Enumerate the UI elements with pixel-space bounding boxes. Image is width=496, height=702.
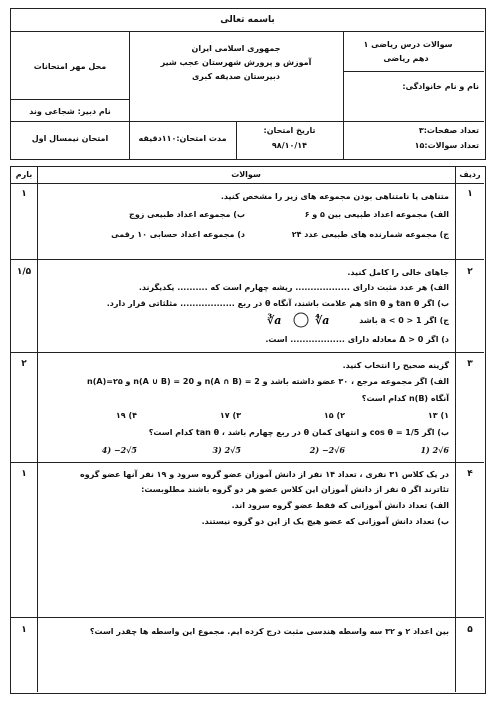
question-number: ۴ [467,469,473,479]
question-part: آنگاه n(B) کدام است؟ [361,394,449,403]
question-part: الف) اگر مجموعه مرجع ، ۳۰ عضو داشته باشد و n(A ∩ B) = 2 و n(A ∪ B) = 20 و n(A)=۲۵ [87,377,449,386]
question-number: ۱ [467,189,473,199]
question-part: ب) اگر cos θ = 1/5 و انتهای کمان θ در ربع چهارم باشد ، tan θ کدام است؟ [148,428,449,437]
root-comparison-figure [261,311,341,329]
svg-text:∛a: ∛a [267,314,282,327]
question-number: ۳ [467,359,473,369]
option: ۴) ۱۹ [115,411,137,420]
course-grade: دهم ریاضی [383,54,429,63]
question-part: ب) اگر tan θ و sin θ هم علامت باشند، آنگاه θ در ربع .................. مثلثاتی قرار دارد. [106,299,449,308]
option: 2) −2√6 [309,445,345,455]
question-part: ب) تعداد دانش آموزانی که عضو هیچ یک از این دو گروه نیستند. [201,517,449,526]
question-count: تعداد سوالات:۱۵ [414,141,479,150]
question-text: متناهی یا نامتناهی بودن مجموعه های زیر را مشخص کنید. [220,192,449,201]
question-part: د) اگر Δ > 0 معادله دارای .................. است. [265,335,449,344]
questions-table [10,166,486,694]
exam-type: امتحان نیمسال اول [31,134,109,143]
teacher-name: نام دبیر: شجاعی وند [29,107,111,116]
question-part: ج) اگر 1 < a < 0 باشد [359,316,449,325]
exam-date-value: ۹۸/۱۰/۱۴ [271,141,308,150]
question-part: الف) تعداد دانش آموزانی که فقط عضو گروه سرود اند. [231,501,449,510]
option: ۳) ۱۷ [219,411,241,420]
option: ۱) ۱۳ [427,411,449,420]
question-score: ۲ [21,359,27,369]
page-count: تعداد صفحات:۳ [418,126,479,135]
question-text: تئاترند اگر ۵ نفر از دانش آموزان این کلاس عضو هر دو گروه باشند مطلوبست: [141,485,449,494]
bismillah: باسمه تعالی [220,15,275,25]
question-score: ۱ [21,625,27,635]
question-part: ب) مجموعه اعداد طبیعی زوج [129,210,245,219]
question-number: ۵ [467,625,473,635]
question-text: گزینه صحیح را انتخاب کنید. [342,361,449,370]
question-score: ۱ [21,469,27,479]
stamp-label: محل مهر امتحانات [33,62,107,71]
root-compare [261,311,341,329]
question-text: در یک کلاس ۳۱ نفری ، تعداد ۱۴ نفر از دانش آموزان عضو گروه سرود و ۱۹ نفر آنها عضو گروه [80,470,449,479]
student-name-label: نام و نام خانوادگی: [402,82,479,91]
school-line-3: دبیرستان صدیقه کبری [191,72,281,81]
option: 4) −2√5 [101,445,137,455]
svg-text:∜a: ∜a [315,314,330,327]
course-title: سوالات درس ریاضی ۱ [363,40,453,49]
exam-duration: مدت امتحان:۱۱۰دقیقه [138,134,227,143]
col-score-header: بارم [15,170,33,179]
question-text: جاهای خالی را کامل کنید. [347,268,449,277]
question-score: ۱ [21,189,27,199]
school-line-1: جمهوری اسلامی ایران [191,44,281,53]
col-row-header: ردیف [459,170,481,179]
question-part: الف) مجموعه اعداد طبیعی بین ۵ و ۶ [304,210,449,219]
exam-header [10,8,486,160]
exam-date-label: تاریخ امتحان: [263,126,316,135]
exam-page [10,8,486,694]
question-part: الف) هر عدد مثبت دارای .................. ریشه چهارم است که .......... یکدیگرند. [138,283,449,292]
question-part: د) مجموعه اعداد حسابی ۱۰ رقمی [111,230,245,239]
question-score: ۱/۵ [16,267,32,277]
option: 1) 2√6 [420,445,449,455]
option: ۲) ۱۵ [323,411,345,420]
school-line-2: آموزش و پرورش شهرستان عجب شیر [160,58,312,67]
option: 3) 2√5 [212,445,241,455]
question-text: بین اعداد ۲ و ۳۲ سه واسطه هندسی مثبت درج کرده ایم. مجموع این واسطه ها چقدر است؟ [89,627,449,636]
col-questions-header: سوالات [231,170,261,179]
question-part: ج) مجموعه شمارنده های طبیعی عدد ۲۴ [291,230,449,239]
question-number: ۲ [467,267,473,277]
